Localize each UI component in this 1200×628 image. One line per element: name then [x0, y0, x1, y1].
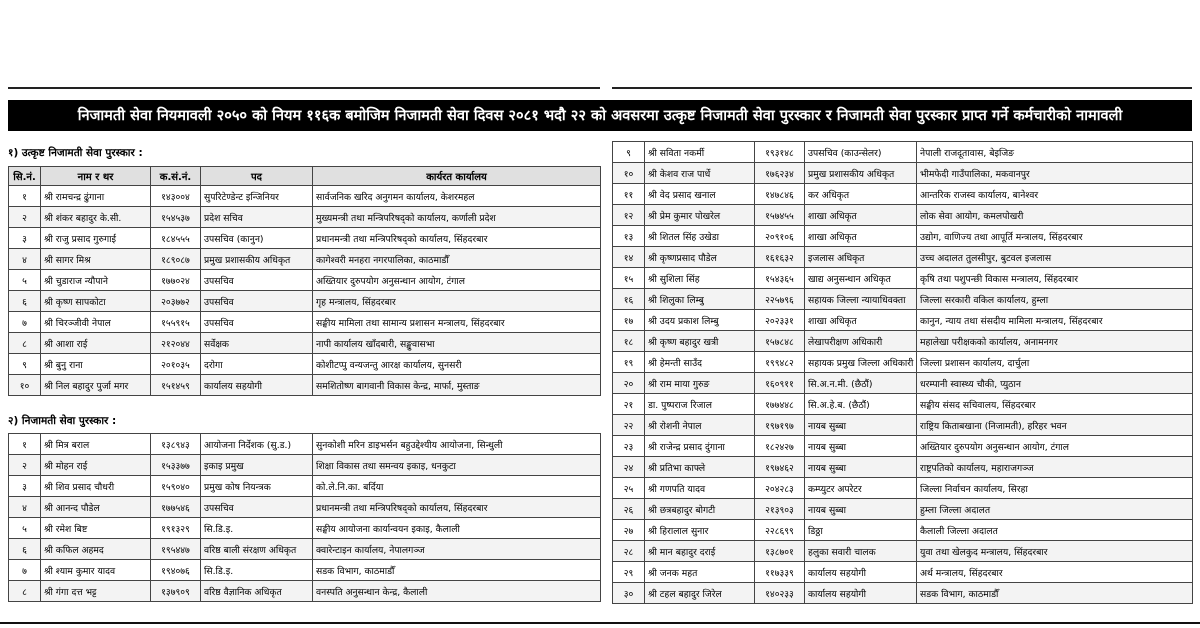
cell-office: नेपाली राजदूतावास, बेइजिङ	[917, 142, 1193, 163]
cell-code: १३८९४३	[151, 434, 201, 455]
cell-sn: ३	[9, 228, 41, 249]
table-row	[613, 331, 1193, 352]
cell-sn: ६	[9, 539, 41, 560]
table-row	[9, 291, 601, 312]
cell-post: नायब सुब्बा	[805, 457, 917, 478]
table-header-row	[9, 167, 601, 186]
cell-post: सि.डि.इ.	[201, 518, 313, 539]
cell-office: अर्थ मन्त्रालय, सिंहदरबार	[917, 562, 1193, 583]
cell-name: श्री कृष्ण बहादुर खत्री	[645, 331, 755, 352]
cell-name: श्री निल बहादुर पुर्जा मगर	[41, 375, 151, 396]
cell-office: गृह मन्त्रालय, सिंहदरबार	[313, 291, 601, 312]
cell-name: श्री गंगा दत्त भट्ट	[41, 581, 151, 602]
cell-post: सि.अ.हे.ब. (छैठौं)	[805, 394, 917, 415]
cell-office: उच्च अदालत तुलसीपुर, बुटवल इजलास	[917, 247, 1193, 268]
cell-office: को.ले.नि.का. बर्दिया	[313, 476, 601, 497]
cell-sn: ९	[613, 142, 645, 163]
cell-post: कार्यालय सहयोगी	[805, 583, 917, 604]
cell-name: श्री मान बहादुर दराई	[645, 541, 755, 562]
cell-sn: ७	[9, 312, 41, 333]
cell-code: १८२४२७	[755, 436, 805, 457]
cell-sn: १३	[613, 226, 645, 247]
section1-body	[9, 186, 601, 396]
cell-name: श्री राजु प्रसाद गुरुगाई	[41, 228, 151, 249]
table-row	[9, 207, 601, 228]
cell-sn: ८	[9, 333, 41, 354]
cell-name: श्री छत्रबहादुर बोगटी	[645, 499, 755, 520]
section1-table	[8, 166, 601, 396]
cell-post: दरोगा	[201, 354, 313, 375]
cell-office: जिल्ला निर्वाचन कार्यालय, सिरहा	[917, 478, 1193, 499]
cell-code: ११७३३९	[755, 562, 805, 583]
cell-office: युवा तथा खेलकुद मन्त्रालय, सिंहदरबार	[917, 541, 1193, 562]
cell-office: सङ्घीय संसद सचिवालय, सिंहदरबार	[917, 394, 1193, 415]
cell-post: उपसचिव	[201, 270, 313, 291]
cell-code: १९७१९७	[755, 415, 805, 436]
cell-code: १३७९०९	[151, 581, 201, 602]
cell-office: धरम्पानी स्वास्थ्य चौकी, प्युठान	[917, 373, 1193, 394]
table-row	[613, 352, 1193, 373]
cell-name: श्री चिरञ्जीवी नेपाल	[41, 312, 151, 333]
cell-sn: ८	[9, 581, 41, 602]
table-row	[613, 226, 1193, 247]
cell-office: सुनकोशी मरिन डाइभर्सन बहुउद्देश्यीय आयोजना, सिन्धुली	[313, 434, 601, 455]
cell-name: श्री शंकर बहादुर के.सी.	[41, 207, 151, 228]
bottom-rule	[0, 622, 1200, 624]
cell-name: श्री चुडाराज न्यौपाने	[41, 270, 151, 291]
cell-post: लेखापरीक्षण अधिकारी	[805, 331, 917, 352]
cell-code: २०३७७२	[151, 291, 201, 312]
cell-office: कोशीटप्पु वन्यजन्तु आरक्ष कार्यालय, सुनसरी	[313, 354, 601, 375]
cell-name: श्री हेमन्ती साउँद	[645, 352, 755, 373]
cell-code: १८९०८७	[151, 249, 201, 270]
cell-post: इकाइ प्रमुख	[201, 455, 313, 476]
table-row	[9, 539, 601, 560]
cell-name: श्री राजेन्द्र प्रसाद दुंगाना	[645, 436, 755, 457]
cell-code: १४०२३३	[755, 583, 805, 604]
banner-title: निजामती सेवा नियमावली २०५० को नियम ११६क बमोजिम निजामती सेवा दिवस २०८१ भदौ २२ को अवसरमा उत्कृष्ट निजामती सेवा पुरस्कार र निजामती सेवा पुरस्कार प्राप्त गर्ने कर्मचारीको नामावली	[8, 100, 1192, 131]
cell-post: डिठ्ठा	[805, 520, 917, 541]
cell-office: प्रधानमन्त्री तथा मन्त्रिपरिषद्को कार्यालय, सिंहदरबार	[313, 228, 601, 249]
cell-code: १४७८४६	[755, 184, 805, 205]
header-office: कार्यरत कार्यालय	[313, 167, 601, 186]
cell-name: श्री कृष्णप्रसाद पौडेल	[645, 247, 755, 268]
cell-post: नायब सुब्बा	[805, 415, 917, 436]
cell-office: राष्ट्रिय किताबखाना (निजामती), हरिहर भवन	[917, 415, 1193, 436]
cell-code: १५७४५५	[755, 205, 805, 226]
cell-post: उपसचिव	[201, 291, 313, 312]
right-table	[612, 141, 1193, 604]
table-row	[613, 247, 1193, 268]
table-row	[613, 268, 1193, 289]
cell-name: श्री श्याम कुमार यादव	[41, 560, 151, 581]
cell-sn: १२	[613, 205, 645, 226]
table-row	[613, 520, 1193, 541]
cell-sn: २२	[613, 415, 645, 436]
cell-code: २०९१०६	[755, 226, 805, 247]
cell-name: डा. पुष्पराज रिजाल	[645, 394, 755, 415]
cell-office: मुख्यमन्त्री तथा मन्त्रिपरिषद्को कार्यालय, कर्णाली प्रदेश	[313, 207, 601, 228]
cell-office: प्रधानमन्त्री तथा मन्त्रिपरिषद्को कार्यालय, सिंहदरबार	[313, 497, 601, 518]
cell-post: प्रदेश सचिव	[201, 207, 313, 228]
cell-name: श्री सविता नकर्मी	[645, 142, 755, 163]
cell-office: नापी कार्यालय खाँदबारी, सङ्खुवासभा	[313, 333, 601, 354]
cell-sn: २८	[613, 541, 645, 562]
cell-sn: १	[9, 434, 41, 455]
table-row	[9, 249, 601, 270]
cell-code: १५९०४०	[151, 476, 201, 497]
table-row	[9, 434, 601, 455]
table-row	[613, 142, 1193, 163]
cell-post: सर्वेक्षक	[201, 333, 313, 354]
cell-name: श्री आनन्द पौडेल	[41, 497, 151, 518]
header-post: पद	[201, 167, 313, 186]
cell-sn: २	[9, 207, 41, 228]
cell-code: २०४२८३	[755, 478, 805, 499]
cell-code: १९९४८२	[755, 352, 805, 373]
cell-post: खाद्य अनुसन्धान अधिकृत	[805, 268, 917, 289]
cell-post: प्रमुख प्रशासकीय अधिकृत	[201, 249, 313, 270]
cell-sn: २	[9, 455, 41, 476]
cell-post: प्रमुख प्रशासकीय अधिकृत	[805, 163, 917, 184]
section2-table	[8, 433, 601, 602]
cell-post: सहायक जिल्ला न्यायाधिवक्ता	[805, 289, 917, 310]
cell-name: श्री हिरालाल सुनार	[645, 520, 755, 541]
cell-sn: १५	[613, 268, 645, 289]
table-row	[613, 373, 1193, 394]
cell-name: श्री प्रेम कुमार पोखरेल	[645, 205, 755, 226]
cell-post: सहायक प्रमुख जिल्ला अधिकारी	[805, 352, 917, 373]
cell-name: श्री रमेश बिष्ट	[41, 518, 151, 539]
cell-code: १५३३७७	[151, 455, 201, 476]
table-row	[613, 436, 1193, 457]
cell-sn: ११	[613, 184, 645, 205]
cell-name: श्री शिव प्रसाद चौधरी	[41, 476, 151, 497]
table-row	[613, 394, 1193, 415]
cell-name: श्री केशव राज पार्धे	[645, 163, 755, 184]
table-row	[9, 186, 601, 207]
table-row	[9, 333, 601, 354]
cell-name: श्री रामचन्द्र ढुंगाना	[41, 186, 151, 207]
cell-office: अख्तियार दुरुपयोग अनुसन्धान आयोग, टंगाल	[917, 436, 1193, 457]
cell-code: १६१६३२	[755, 247, 805, 268]
cell-name: श्री प्रतिभा काफ्ले	[645, 457, 755, 478]
table-row	[613, 310, 1193, 331]
cell-name: श्री बुनु राना	[41, 354, 151, 375]
cell-name: श्री रोशनी नेपाल	[645, 415, 755, 436]
cell-post: कर अधिकृत	[805, 184, 917, 205]
cell-post: सि.डि.इ.	[201, 560, 313, 581]
header-code: क.सं.नं.	[151, 167, 201, 186]
cell-sn: २१	[613, 394, 645, 415]
cell-office: कैलाली जिल्ला अदालत	[917, 520, 1193, 541]
cell-name: श्री कृष्ण सापकोटा	[41, 291, 151, 312]
cell-office: सङ्घीय मामिला तथा सामान्य प्रशासन मन्त्रालय, सिंहदरबार	[313, 312, 601, 333]
cell-sn: २३	[613, 436, 645, 457]
header-name: नाम र थर	[41, 167, 151, 186]
table-row	[9, 497, 601, 518]
cell-post: इजलास अधिकृत	[805, 247, 917, 268]
cell-sn: ३	[9, 476, 41, 497]
table-row	[9, 312, 601, 333]
cell-name: श्री सागर मिश्र	[41, 249, 151, 270]
cell-name: श्री गणपति यादव	[645, 478, 755, 499]
cell-name: श्री शितल सिंह उखेडा	[645, 226, 755, 247]
cell-post: वरिष्ठ वैज्ञानिक अधिकृत	[201, 581, 313, 602]
table-row	[9, 560, 601, 581]
cell-office: कृषि तथा पशुपन्छी विकास मन्त्रालय, सिंहदरबार	[917, 268, 1193, 289]
cell-post: नायब सुब्बा	[805, 436, 917, 457]
cell-post: शाखा अधिकृत	[805, 310, 917, 331]
cell-post: कम्प्युटर अपरेटर	[805, 478, 917, 499]
cell-office: लोक सेवा आयोग, कमलपोखरी	[917, 205, 1193, 226]
cell-sn: १९	[613, 352, 645, 373]
cell-post: आयोजना निर्देशक (सु.ड.)	[201, 434, 313, 455]
cell-office: कागेश्वरी मनहरा नगरपालिका, काठमाडौँ	[313, 249, 601, 270]
cell-sn: १०	[9, 375, 41, 396]
cell-code: १७७४४८	[755, 394, 805, 415]
cell-sn: १	[9, 186, 41, 207]
table-row	[613, 562, 1193, 583]
cell-name: श्री जनक महत	[645, 562, 755, 583]
cell-post: कार्यालय सहयोगी	[201, 375, 313, 396]
cell-sn: ४	[9, 249, 41, 270]
cell-office: समशितोष्ण बागवानी विकास केन्द्र, मार्फा, मुस्ताङ	[313, 375, 601, 396]
table-row	[613, 289, 1193, 310]
cell-office: उद्योग, वाणिज्य तथा आपूर्ति मन्त्रालय, सिंहदरबार	[917, 226, 1193, 247]
table-row	[9, 228, 601, 249]
top-rule-right	[612, 87, 1192, 89]
cell-code: २२५७९६	[755, 289, 805, 310]
table-row	[9, 354, 601, 375]
cell-post: शाखा अधिकृत	[805, 205, 917, 226]
table-row	[9, 375, 601, 396]
cell-code: २०२३३१	[755, 310, 805, 331]
cell-sn: १०	[613, 163, 645, 184]
cell-code: १५४५३७	[151, 207, 201, 228]
table-row	[613, 163, 1193, 184]
cell-sn: ६	[9, 291, 41, 312]
cell-sn: १४	[613, 247, 645, 268]
section2-body	[9, 434, 601, 602]
cell-office: राष्ट्रपतिको कार्यालय, महाराजगञ्ज	[917, 457, 1193, 478]
cell-sn: ७	[9, 560, 41, 581]
cell-post: वरिष्ठ बाली संरक्षण अधिकृत	[201, 539, 313, 560]
cell-office: सार्वजनिक खरिद अनुगमन कार्यालय, केशरमहल	[313, 186, 601, 207]
cell-name: श्री उदय प्रकाश लिम्बु	[645, 310, 755, 331]
cell-sn: १८	[613, 331, 645, 352]
cell-code: २१३९०३	[755, 499, 805, 520]
cell-post: शाखा अधिकृत	[805, 226, 917, 247]
cell-code: १४३००४	[151, 186, 201, 207]
cell-code: २२८६९९	[755, 520, 805, 541]
cell-name: श्री मित्र बराल	[41, 434, 151, 455]
table-row	[613, 184, 1193, 205]
cell-post: उपसचिव	[201, 312, 313, 333]
table-row	[9, 581, 601, 602]
cell-name: श्री कफिल अहमद	[41, 539, 151, 560]
cell-post: प्रमुख कोष नियन्त्रक	[201, 476, 313, 497]
header-sn: सि.नं.	[9, 167, 41, 186]
right-body	[613, 142, 1193, 604]
cell-post: नायब सुब्बा	[805, 499, 917, 520]
cell-code: १९५४४७	[151, 539, 201, 560]
cell-code: १६०९११	[755, 373, 805, 394]
table-row	[9, 455, 601, 476]
cell-name: श्री राम माया गुरुङ	[645, 373, 755, 394]
table-row	[613, 478, 1193, 499]
cell-office: जिल्ला प्रशासन कार्यालय, दार्चुला	[917, 352, 1193, 373]
cell-name: श्री मोहन राई	[41, 455, 151, 476]
table-row	[9, 270, 601, 291]
cell-office: हुम्ला जिल्ला अदालत	[917, 499, 1193, 520]
cell-name: श्री आशा राई	[41, 333, 151, 354]
cell-sn: २६	[613, 499, 645, 520]
cell-office: सडक विभाग, काठमाडौँ	[313, 560, 601, 581]
cell-office: आन्तरिक राजस्व कार्यालय, बानेश्वर	[917, 184, 1193, 205]
top-rule-left	[8, 87, 600, 89]
cell-post: हलुका सवारी चालक	[805, 541, 917, 562]
cell-office: शिक्षा विकास तथा समन्वय इकाइ, धनकुटा	[313, 455, 601, 476]
cell-sn: ५	[9, 270, 41, 291]
cell-sn: २४	[613, 457, 645, 478]
cell-code: १९४०७६	[151, 560, 201, 581]
cell-code: १५५९१५	[151, 312, 201, 333]
cell-code: १५७८४८	[755, 331, 805, 352]
cell-name: श्री शिलुका लिम्बु	[645, 289, 755, 310]
table-row	[613, 415, 1193, 436]
cell-office: सङ्घीय आयोजना कार्यान्वयन इकाइ, कैलाली	[313, 518, 601, 539]
cell-office: जिल्ला सरकारी वकिल कार्यालय, हुम्ला	[917, 289, 1193, 310]
cell-code: २०१०३५	[151, 354, 201, 375]
cell-code: १३८७०१	[755, 541, 805, 562]
cell-sn: ९	[9, 354, 41, 375]
cell-sn: २५	[613, 478, 645, 499]
cell-post: उपसचिव (काउन्सेलर)	[805, 142, 917, 163]
cell-code: १७७०२४	[151, 270, 201, 291]
table-row	[613, 457, 1193, 478]
table-row	[9, 476, 601, 497]
cell-sn: १६	[613, 289, 645, 310]
table-row	[9, 518, 601, 539]
cell-sn: ३०	[613, 583, 645, 604]
table-row	[613, 499, 1193, 520]
cell-sn: २९	[613, 562, 645, 583]
cell-name: श्री सुशिला सिंह	[645, 268, 755, 289]
cell-sn: ५	[9, 518, 41, 539]
cell-code: २१२०४४	[151, 333, 201, 354]
cell-post: उपसचिव (कानुन)	[201, 228, 313, 249]
cell-office: वनस्पति अनुसन्धान केन्द्र, कैलाली	[313, 581, 601, 602]
cell-code: १८४५५५	[151, 228, 201, 249]
cell-code: १९७४६२	[755, 457, 805, 478]
cell-code: १५४३६५	[755, 268, 805, 289]
section2-title: २) निजामती सेवा पुरस्कार :	[8, 415, 117, 427]
cell-name: श्री टहल बहादुर जिरेल	[645, 583, 755, 604]
cell-sn: १७	[613, 310, 645, 331]
cell-code: १९१३२९	[151, 518, 201, 539]
cell-post: सि.अ.न.मी. (छैठौं)	[805, 373, 917, 394]
cell-sn: २७	[613, 520, 645, 541]
cell-sn: २०	[613, 373, 645, 394]
cell-office: भीमफेदी गाउँपालिका, मकवानपुर	[917, 163, 1193, 184]
section1-title: १) उत्कृष्ट निजामती सेवा पुरस्कार :	[8, 147, 143, 159]
cell-office: सडक विभाग, काठमाडौँ	[917, 583, 1193, 604]
cell-code: १७७५४६	[151, 497, 201, 518]
cell-post: कार्यालय सहयोगी	[805, 562, 917, 583]
cell-office: अख्तियार दुरुपयोग अनुसन्धान आयोग, टंगाल	[313, 270, 601, 291]
cell-post: सुपरिटेण्डेन्ट इन्जिनियर	[201, 186, 313, 207]
cell-sn: ४	[9, 497, 41, 518]
cell-office: महालेखा परीक्षकको कार्यालय, अनामनगर	[917, 331, 1193, 352]
cell-code: १७६२३४	[755, 163, 805, 184]
table-row	[613, 205, 1193, 226]
cell-code: १५१४५९	[151, 375, 201, 396]
cell-name: श्री वेद प्रसाद खनाल	[645, 184, 755, 205]
cell-code: १९३१४८	[755, 142, 805, 163]
cell-office: कानुन, न्याय तथा संसदीय मामिला मन्त्रालय, सिंहदरबार	[917, 310, 1193, 331]
table-row	[613, 541, 1193, 562]
cell-office: क्वारेन्टाइन कार्यालय, नेपालगञ्ज	[313, 539, 601, 560]
table-row	[613, 583, 1193, 604]
cell-post: उपसचिव	[201, 497, 313, 518]
